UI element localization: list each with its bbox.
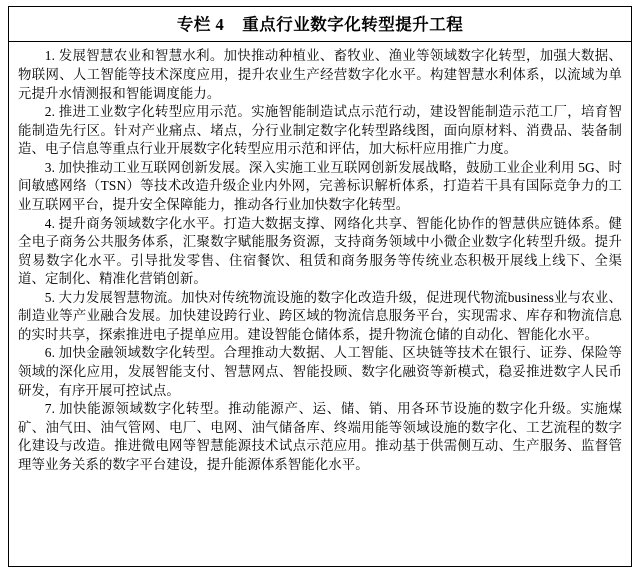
box-title-label: 专栏 4 <box>176 15 225 34</box>
paragraph-3: 3. 加快推动工业互联网创新发展。深入实施工业互联网创新发展战略，鼓励工业企业利用 5G、时间敏感网络（TSN）等技术改造升级企业内外网，完善标识解析体系，打造若干具有国际竞争力的工业互联网平台，提升安全保障能力，推动各行业加快数字化转型。 <box>18 159 622 212</box>
feature-box <box>8 6 632 567</box>
paragraph-2: 2. 推进工业数字化转型应用示范。实施智能制造试点示范行动，建设智能制造示范工厂，培育智能制造先行区。针对产业痛点、堵点，分行业制定数字化转型路线图，面向原材料、消费品、装备制造、电子信息等重点行业开展数字化转型应用示范和评估，加大标杆应用推广力度。 <box>18 104 622 157</box>
box-content <box>9 42 631 474</box>
paragraph-7: 7. 加快能源领域数字化转型。推动能源产、运、储、销、用各环节设施的数字化升级。实施煤矿、油气田、油气管网、电厂、电网、油气储备库、终端用能等领域设施的数字化、工艺流程的数字化建设与改造。推进微电网等智慧能源技术试点示范应用。推动基于供需侧互动、生产服务、监督管理等业务关系的数字平台建设，提升能源体系智能化水平。 <box>18 401 622 472</box>
paragraph-1: 1. 发展智慧农业和智慧水利。加快推动种植业、畜牧业、渔业等领域数字化转型，加强大数据、物联网、人工智能等技术深度应用，提升农业生产经营数字化水平。构建智慧水利体系，以流域为单元提升水情测报和智能调度能力。 <box>18 48 622 101</box>
paragraph-6: 6. 加快金融领域数字化转型。合理推动大数据、人工智能、区块链等技术在银行、证券、保险等领域的深化应用，发展智能支付、智慧网点、智能投顾、数字化融资等新模式，稳妥推进数字人民币研发，有序开展可控试点。 <box>18 345 622 398</box>
box-title <box>9 7 631 42</box>
paragraph-4: 4. 提升商务领域数字化水平。打造大数据支撑、网络化共享、智能化协作的智慧供应链体系。健全电子商务公共服务体系，汇聚数字赋能服务资源，支持商务领域中小微企业数字化转型升级。提升贸易数字化水平。引导批发零售、住宿餐饮、租赁和商务服务等传统业态积极开展线上线下、全渠道、定制化、精准化营销创新。 <box>18 215 622 287</box>
paragraph-5: 5. 大力发展智慧物流。加快对传统物流设施的数字化改造升级，促进现代物流business业与农业、制造业等产业融合发展。加快建设跨行业、跨区域的物流信息服务平台，实现需求、库存和物流信息的实时共享，探索推进电子提单应用。建设智能仓储体系，提升物流仓储的自动化、智能化水平。 <box>18 289 622 342</box>
box-title-heading: 重点行业数字化转型提升工程 <box>242 15 464 34</box>
